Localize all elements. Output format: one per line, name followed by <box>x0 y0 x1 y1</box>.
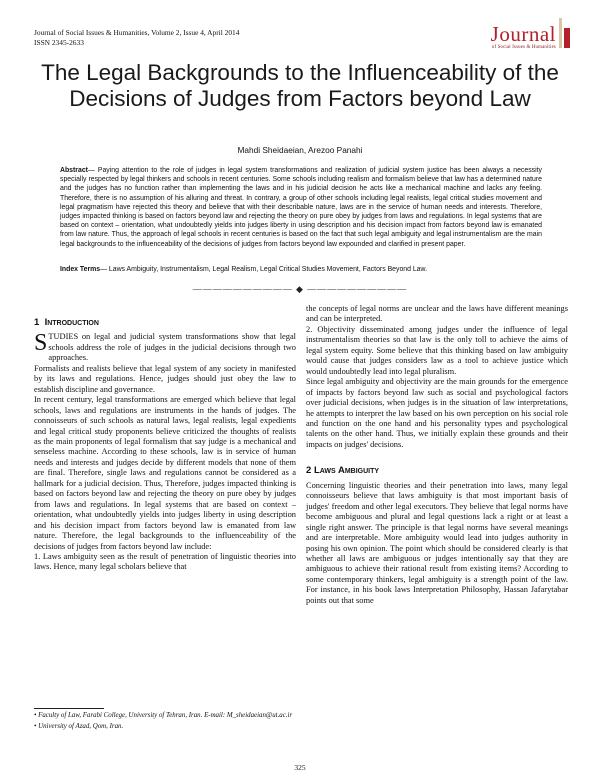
drop-cap: S <box>34 330 48 357</box>
intro-paragraph-1 <box>34 332 296 363</box>
paper-title: The Legal Backgrounds to the Influenceability of the Decisions of Judges from Factors beyond Law <box>41 60 559 111</box>
heading-title: Introduction <box>44 317 99 328</box>
journal-logo <box>490 14 570 52</box>
abstract-label: Abstract <box>60 167 88 174</box>
left-column <box>34 318 296 573</box>
footnote-affiliation-1: • Faculty of Law, Farabi College, University of Tehran, Iran. E-mail: M_sheidaeian@ut.ac.ir <box>34 712 293 719</box>
page-number: 325 <box>294 763 306 772</box>
issn: ISSN 2345-2633 <box>34 37 84 47</box>
section-separator: —————————— ◆ —————————— <box>192 284 408 294</box>
heading-number: 1 <box>34 317 40 328</box>
logo-word: Journal <box>490 22 556 46</box>
journal-line: Journal of Social Issues & Humanities, Volume 2, Issue 4, April 2014 <box>34 28 240 37</box>
abstract <box>60 166 542 249</box>
heading-laws-ambiguity <box>306 466 568 476</box>
index-terms-label: Index Terms <box>60 266 101 273</box>
logo-accent-stripe <box>559 18 562 48</box>
intro-paragraph-4: 1. Laws ambiguity seen as the result of penetration of linguistic theories into laws. Hence, many legal scholars believe that <box>34 551 296 572</box>
logo-subtitle: of Social Issues & Humanities <box>491 45 556 50</box>
index-terms <box>60 265 542 274</box>
authors: Mahdi Sheidaeian, Arezoo Panahi <box>237 145 363 155</box>
intro-paragraph-1-text: TUDIES on legal and judicial system transformations show that legal schools address the role of judges in the judicial decisions through two approaches. <box>48 332 296 363</box>
heading-number: 2 <box>306 465 312 477</box>
laws-paragraph-1: Concerning linguistic theories and their penetration into laws, many legal connoisseurs believe that laws ambiguity is that most important basis of judges' freedom and other legal executors. They believe that legal norms have become ambiguous and plural and legal questions lack a right or at least a single right answer. The principle is that legal norms have several meanings and are interpretable. More ambiguity would lead into judges authority in posing his own opinion. The point which should be considered clearly is that whether all laws are ambiguous or judges intentionally say that they are ambiguous to achieve their rational result from existing items? According to some contemporary thinkers, legal ambiguity is a strength point of the law. For instance, in his book laws Interpretation Philosophy, Hassan Jafarytabar points out that some <box>306 480 568 605</box>
intro-paragraph-6: 2. Objectivity disseminated among judges under the influence of legal instrumentalism theories so that law is the only toll to achieve the aims of legal system equity. Some believe that this thinking based on law ambiguity would cause that judges considers law as a tool to achieve justice which would undoubtedly lead into legal pluralism. <box>306 324 568 376</box>
heading-introduction <box>34 318 296 328</box>
index-terms-text: — Laws Ambiguity, Instrumentalism, Legal Realism, Legal Critical Studies Movement, Factors Beyond Law. <box>100 266 428 273</box>
heading-title: Laws Ambiguity <box>313 465 380 477</box>
abstract-text: — Paying attention to the role of judges in legal system transformations and realization of judicial system justice has been always a necessity specially respected by legal thinkers and schools in recent centuries. Some schools including realism and formalism believe that law has a determined nature and the judges has no function rather than implementing the laws and in his judicial decision he acts like a mechanical machine and lacks any feeling. Therefore, there is no assumption of his alluring and threat. In contrary, a group of other schools including legal realists, legal critical studies movement and legal pragmatism have rejected this theory and believe that with their describable nature, laws are in the service of human needs and interests. Therefore, judges impacted thinking is based on factors beyond law and rejecting the theory on pure obey by judges from laws and regulations. In legal systems that are based on context – orientation, what undoubtedly yields into judges liberty in using description and his decision impact from factors beyond law is emanated from law nature. Thus, the approach of legal schools in recent centuries is based on the fact that such legal ambiguity and legal instrumentalism are the main legal backgrounds to the influenceability of the decisions of judges from factors beyond law expounded and clarified in present paper. <box>60 167 542 248</box>
logo-accent-bar <box>564 28 570 48</box>
intro-paragraph-7: Since legal ambiguity and objectivity are the main grounds for the emergence of impacts by factors beyond law such as social and psychological factors over judicial decisions, when judges is in the situation of law interpretations, he attempts to interpret the law based on his own perception on his social role and function on the one hand and his personality types and psychological talents on the other hand. Thus, we initially explain these grounds and their impacts on judges' decisions. <box>306 377 568 449</box>
intro-paragraph-5: the concepts of legal norms are unclear and the laws have different meanings and can be interpreted. <box>306 304 568 324</box>
intro-paragraph-3: In recent century, legal transformations are emerged which believe that legal schools, laws and regulations are instruments in the hands of judges. The connoisseurs of such schools as natural laws, legal realists, legal expedients and legal critical study proponents believe criticized the thoughts of realists as the main proponents of legal formalism that say judge is a mechanical and senseless machine. According to these schools, law is in service of human needs and interests and judges decide by different models that none of them are final. Therefore, single laws and regulations cannot be considered as a hallmark for a judicial decision. Thus, Therefore, judges impacted thinking is based on factors beyond law and rejecting the theory on pure obey by judges from laws and regulations. In legal systems that are based on context – orientation, what undoubtedly yields into judges liberty in using description and his decision impact from factors beyond law is emanated from law nature. Therefore, the legal backgrounds to the influenceability of the decisions of judges from factors beyond law include: <box>34 395 296 551</box>
intro-paragraph-2: Formalists and realists believe that legal system of any society in manifested by its laws and regulations. Hence, judges should just obey the law to establish discipline and governance. <box>34 363 296 394</box>
footnotes <box>34 712 296 733</box>
right-column <box>306 304 568 606</box>
footnote-affiliation-2: • University of Azad, Qom, Iran. <box>34 722 124 730</box>
running-header <box>34 28 239 47</box>
footnote-rule <box>34 708 104 709</box>
